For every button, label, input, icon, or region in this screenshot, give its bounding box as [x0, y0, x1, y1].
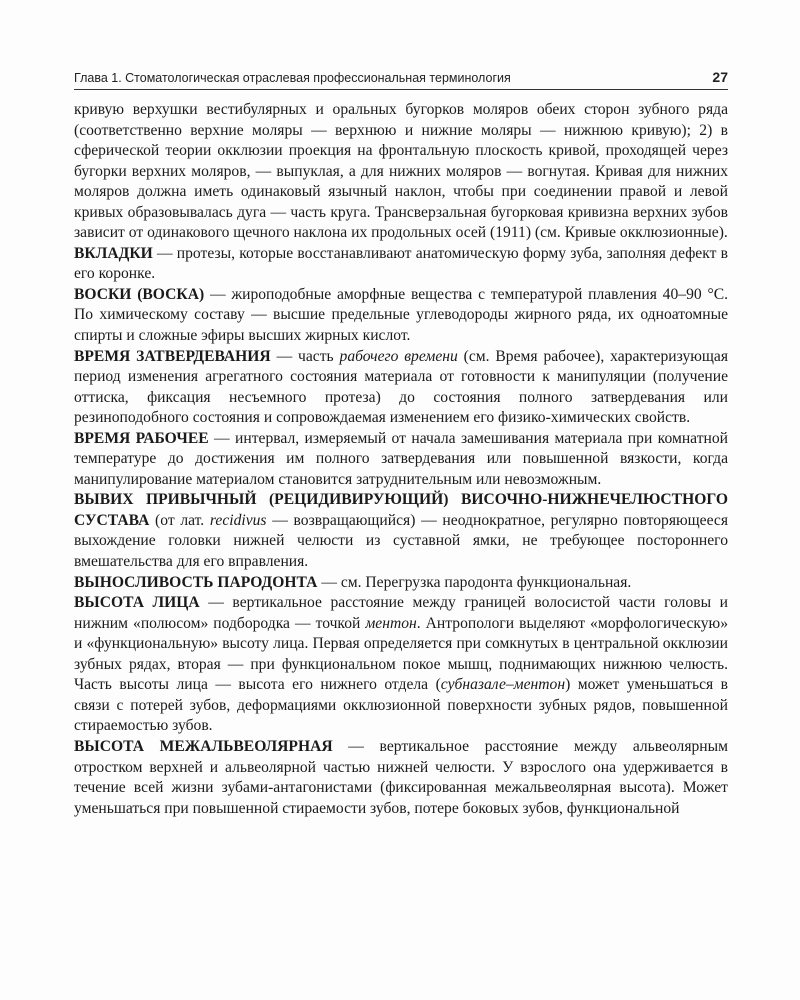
entry-vynoslivost: [74, 573, 728, 594]
entry-term: ВРЕМЯ РАБОЧЕЕ: [74, 429, 209, 447]
page-number: 27: [712, 69, 728, 85]
entry-text: (от лат.: [149, 511, 210, 529]
entry-vremya-rabochee: [74, 429, 728, 491]
entry-term: ВЫНОСЛИВОСТЬ ПАРОДОНТА: [74, 573, 318, 591]
entry-term: ВКЛАДКИ: [74, 244, 153, 262]
entry-vyvih: [74, 490, 728, 572]
running-header: [74, 68, 728, 88]
entry-text: ) может уменьшаться в связи с потерей зубов, деформациями окклюзионной поверхности зубных рядов, повышенной стираемостью зубов.: [74, 676, 728, 735]
entry-text: — интервал, измеряемый от начала замешивания материала при комнатной температуре до достижения им полного затвердевания или повышенной вязкости, когда манипулирование материалом становится затруднительным или невозможным.: [74, 429, 728, 488]
page-body: [74, 100, 728, 819]
entry-text: — протезы, которые восстанавливают анатомическую форму зуба, заполняя дефект в его коронке.: [74, 244, 728, 283]
entry-text: — жироподобные аморфные вещества с температурой плавления 40–90 °С. По химическому составу — высшие предельные углеводороды жирного ряда, их одноатомные спирты и сложные эфиры высших жирных кислот.: [74, 285, 728, 345]
entry-vkladki: [74, 244, 728, 285]
entry-italic: субназале–ментон: [440, 676, 566, 694]
entry-italic: рабочего времени: [339, 347, 458, 365]
entry-term: ВОСКИ (ВОСКА): [74, 285, 205, 303]
entry-italic: ментон: [365, 614, 417, 632]
entry-italic: recidivus: [209, 511, 267, 529]
entry-vysota-lica: [74, 593, 728, 737]
entry-text: . Антропологи выделяют «морфологическую» и «функциональную» высоту лица. Первая определяется при сомкнутых в центральной окклюзии зубных рядах, вторая — при функциональном покое мышц, поднимающих нижнюю челюсть. Часть высоты лица — высота его нижнего отдела (: [74, 614, 728, 694]
entry-text: — часть: [270, 347, 340, 365]
entry-term: ВЫВИХ ПРИВЫЧНЫЙ (РЕЦИДИВИРУЮЩИЙ) ВИСОЧНО-НИЖНЕЧЕЛЮСТНОГО СУСТАВА: [74, 491, 728, 529]
header-rule: [74, 89, 728, 90]
entry-text: (см. Время рабочее), характеризующая период изменения агрегатного состояния материала от готовности к манипуляции (получение оттиска, фиксация несъемного протеза) до состояния полного затвердевания или резиноподобного состояния и сопровождаемая изменением его физико-химических свойств.: [74, 347, 728, 427]
entry-text: — вертикальное расстояние между альвеолярным отростком верхней и альвеолярной частью нижней челюсти. У взрослого она удерживается в течение всей жизни зубами-антагонистами (фиксированная межальвеолярная высота). Может уменьшаться при повышенной стираемости зубов, потере боковых зубов, функциональной: [74, 737, 729, 817]
continuation-paragraph: кривую верхушки вестибулярных и оральных бугорков моляров обеих сторон зубного ряда (соответственно верхние моляры — верхнюю и нижние моляры — нижнюю кривую); 2) в сферической теории окклюзии проекция на фронтальную плоскость кривой, проходящей через бугорки верхних моляров, — выпуклая, а для нижних моляров — вогнутая. Кривая для нижних моляров должна иметь одинаковый язычный наклон, чтобы при соединении правой и левой кривых образовывалась дуга — часть круга. Трансверзальная бугорковая кривизна верхних зубов зависит от одинакового щечного наклона их продольных осей (1911) (см. Кривые окклюзионные).: [74, 101, 728, 242]
entry-text: — см. Перегрузка пародонта функциональная.: [317, 573, 632, 591]
entry-term: ВЫСОТА ЛИЦА: [74, 594, 200, 612]
entry-vysota-mezhalveolyarnaya: [74, 737, 728, 819]
entry-vremya-zatverdevaniya: [74, 347, 728, 429]
entry-term: ВЫСОТА МЕЖАЛЬВЕОЛЯРНАЯ: [74, 737, 333, 755]
entry-term: ВРЕМЯ ЗАТВЕРДЕВАНИЯ: [74, 347, 271, 365]
entry-voski: [74, 285, 728, 347]
entry-text: — возвращающийся) — неоднократное, регулярно повторяющееся выхождение головки нижней челюсти из суставной ямки, не требующее постороннего вмешательства для его вправления.: [74, 511, 728, 571]
entry-text: — вертикальное расстояние между границей волосистой части головы и нижним «полюсом» подбородка — точкой: [74, 594, 728, 632]
chapter-title: Глава 1. Стоматологическая отраслевая профессиональная терминология: [74, 71, 511, 85]
